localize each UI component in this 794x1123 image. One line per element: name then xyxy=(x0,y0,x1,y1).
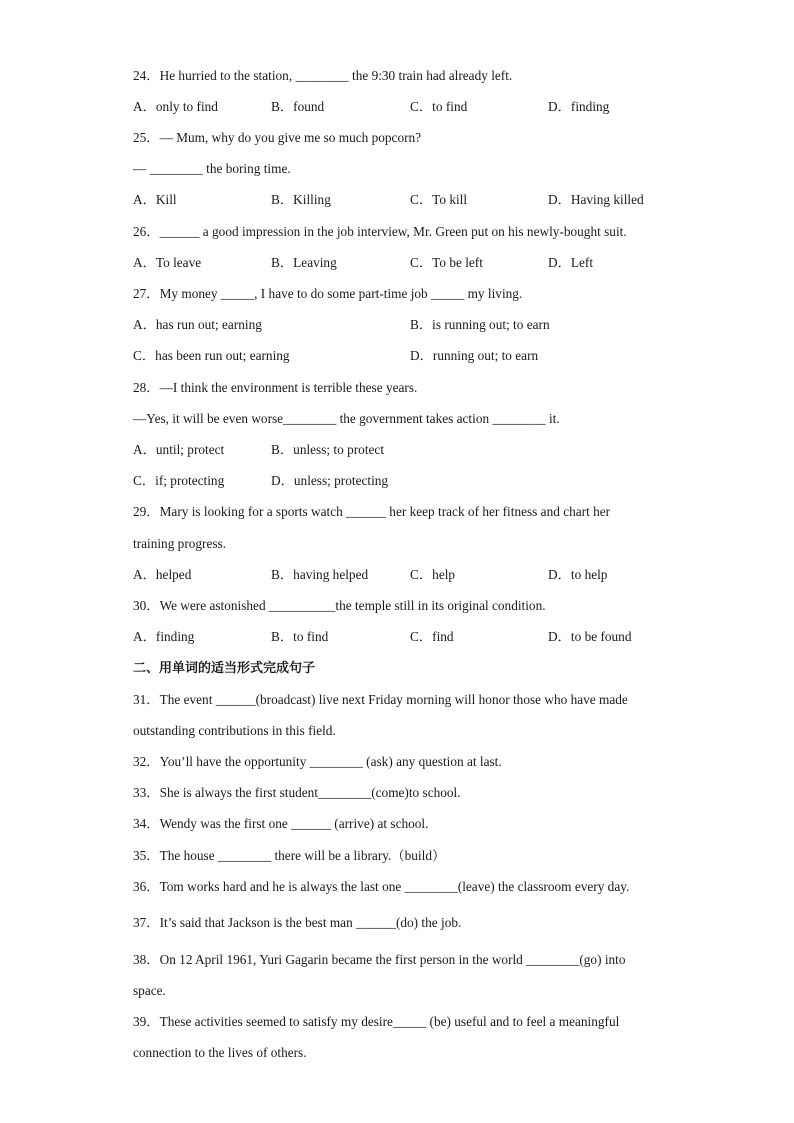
q25-option-d: D．Having killed xyxy=(548,192,644,207)
q30-option-a: A．finding xyxy=(133,629,195,644)
q30-option-c: C．find xyxy=(410,629,454,644)
question-36-stem: 36．Tom works hard and he is always the last one ________(leave) the classroom every day. xyxy=(133,879,630,894)
q27-option-a: A．has run out; earning xyxy=(133,317,262,332)
q27-option-c: C．has been run out; earning xyxy=(133,348,290,363)
q25-option-c: C．To kill xyxy=(410,192,468,207)
q25-option-b: B．Killing xyxy=(271,192,331,207)
question-30-stem: 30．We were astonished __________the temple still in its original condition. xyxy=(133,598,546,613)
question-39-stem: 39．These activities seemed to satisfy my desire_____ (be) useful and to feel a meaningful xyxy=(133,1014,620,1029)
question-39-stem-cont: connection to the lives of others. xyxy=(133,1045,307,1060)
q28-option-b: B．unless; to protect xyxy=(271,442,385,457)
q24-option-c: C．to find xyxy=(410,99,468,114)
section-2-heading: 二、用单词的适当形式完成句子 xyxy=(133,661,316,676)
q28-option-a: A．until; protect xyxy=(133,442,225,457)
question-29-stem: 29．Mary is looking for a sports watch ______ her keep track of her fitness and chart her xyxy=(133,504,611,519)
question-33-stem: 33．She is always the first student________(come)to school. xyxy=(133,785,461,800)
q29-option-b: B．having helped xyxy=(271,567,369,582)
q25-option-a: A．Kill xyxy=(133,192,177,207)
q29-option-a: A．helped xyxy=(133,567,192,582)
question-25-reply: — ________ the boring time. xyxy=(133,161,291,176)
q28-option-d: D．unless; protecting xyxy=(271,473,389,488)
q27-option-b: B．is running out; to earn xyxy=(410,317,550,332)
question-28-stem: 28．—I think the environment is terrible these years. xyxy=(133,380,418,395)
question-34-stem: 34．Wendy was the first one ______ (arrive) at school. xyxy=(133,816,429,831)
question-29-stem-cont: training progress. xyxy=(133,536,227,551)
q26-option-a: A．To leave xyxy=(133,255,202,270)
q28-option-c: C．if; protecting xyxy=(133,473,225,488)
question-32-stem: 32．You’ll have the opportunity ________ (ask) any question at last. xyxy=(133,754,502,769)
question-38-stem: 38．On 12 April 1961, Yuri Gagarin became the first person in the world ________(go) into xyxy=(133,952,626,967)
q29-option-c: C．help xyxy=(410,567,456,582)
question-25-stem: 25．— Mum, why do you give me so much popcorn? xyxy=(133,130,422,145)
q27-option-d: D．running out; to earn xyxy=(410,348,539,363)
question-31-stem: 31．The event ______(broadcast) live next Friday morning will honor those who have made xyxy=(133,692,628,707)
q24-option-d: D．finding xyxy=(548,99,610,114)
question-37-stem: 37．It’s said that Jackson is the best man ______(do) the job. xyxy=(133,915,462,930)
q29-option-d: D．to help xyxy=(548,567,608,582)
question-26-stem: 26．______ a good impression in the job interview, Mr. Green put on his newly-bought suit. xyxy=(133,224,627,239)
q24-option-b: B．found xyxy=(271,99,325,114)
question-24-stem: 24．He hurried to the station, ________ the 9:30 train had already left. xyxy=(133,68,513,83)
question-31-stem-cont: outstanding contributions in this field. xyxy=(133,723,336,738)
q26-option-d: D．Left xyxy=(548,255,594,270)
q24-option-a: A．only to find xyxy=(133,99,218,114)
q26-option-b: B．Leaving xyxy=(271,255,337,270)
question-38-stem-cont: space. xyxy=(133,983,166,998)
question-35-stem: 35．The house ________ there will be a library.（build） xyxy=(133,848,446,863)
q26-option-c: C．To be left xyxy=(410,255,483,270)
q30-option-d: D．to be found xyxy=(548,629,632,644)
question-28-reply: —Yes, it will be even worse________ the government takes action ________ it. xyxy=(133,411,560,426)
q30-option-b: B．to find xyxy=(271,629,329,644)
question-27-stem: 27．My money _____, I have to do some part-time job _____ my living. xyxy=(133,286,523,301)
